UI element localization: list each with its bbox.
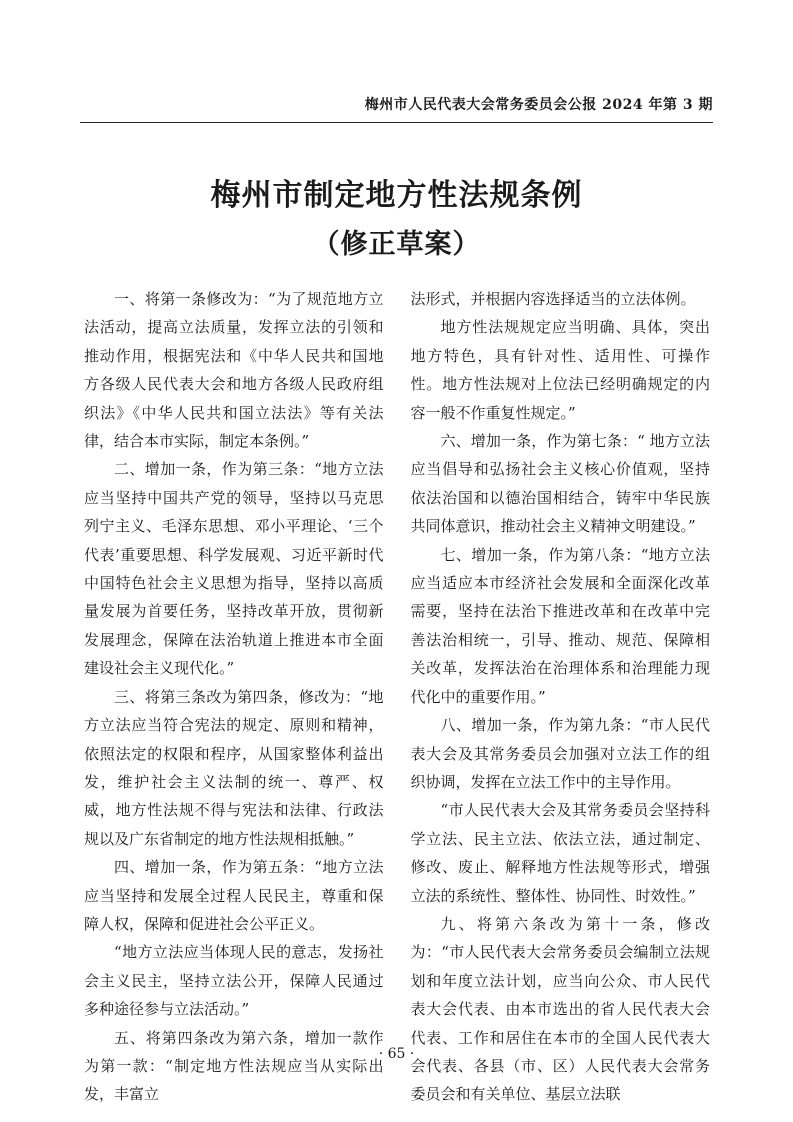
paragraph: 五、将第四条改为第六条，增加一款作为第一款：“制定地方性法规应当从实际出发，丰富立: [84, 1028, 384, 1104]
document-subtitle: （修正草案）: [312, 229, 481, 260]
paragraph: 地方性法规规定应当明确、具体，突出地方特色，具有针对性、适用性、可操作性。地方性法规对上位法已经明确规定的内容一般不作重复性规定。”: [410, 318, 710, 422]
paragraph: 三、将第三条改为第四条，修改为：“地方立法应当符合宪法的规定、原则和精神，依照法定的权限和程序，从国家整体利益出发，维护社会主义法制的统一、尊严、权威，地方性法规不得与宪法和法律、行政法规以及广东省制定的地方性法规相抵触。”: [84, 687, 384, 848]
paragraph: 九、将第六条改为第十一条，修改为：“市人民代表大会常务委员会编制立法规划和年度立法计划，应当向公众、市人民代表大会代表、由本市选出的省人民代表大会代表、工作和居住在本市的全国人民代表大会代表、各县（市、区）人民代表大会常务委员会和有关单位、基层立法联: [410, 914, 710, 1104]
page-number: · 65 ·: [378, 1046, 415, 1062]
paragraph: 四、增加一条，作为第五条：“地方立法应当坚持和发展全过程人民民主，尊重和保障人权，保障和促进社会公平正义。: [84, 858, 384, 933]
paragraph: “地方立法应当体现人民的意志，发扬社会主义民主，坚持立法公开，保障人民通过多种途径参与立法活动。”: [84, 943, 384, 1019]
paragraph: 六、增加一条，作为第七条：“ 地方立法应当倡导和弘扬社会主义核心价值观，坚持依法治国和以德治国相结合，铸牢中华民族共同体意识，推动社会主义精神文明建设。”: [410, 432, 710, 536]
left-column: [84, 285, 384, 1104]
document-title: 梅州市制定地方性法规条例: [210, 178, 583, 213]
paragraph: “市人民代表大会及其常务委员会坚持科学立法、民主立法、依法立法，通过制定、修改、废止、解释地方性法规等形式，增强立法的系统性、整体性、协同性、时效性。”: [410, 801, 710, 905]
journal-header: 梅州市人民代表大会常务委员会公报 2024 年第 3 期: [364, 97, 713, 113]
right-column: [410, 285, 711, 1104]
paragraph: 二、增加一条，作为第三条：“地方立法应当坚持中国共产党的领导，坚持以马克思列宁主义、毛泽东思想、邓小平理论、‘三个代表’重要思想、科学发展观、习近平新时代中国特色社会主义思想为指导，坚持以高质量发展为首要任务，坚持改革开放，贯彻新发展理念，保障在法治轨道上推进本市全面建设社会主义现代化。”: [84, 460, 384, 678]
paragraph-continued: 法形式，并根据内容选择适当的立法体例。: [410, 290, 696, 308]
paragraph: 七、增加一条，作为第八条：“地方立法应当适应本市经济社会发展和全面深化改革需要，坚持在法治下推进改革和在改革中完善法治相统一，引导、推动、规范、保障相关改革，发挥法治在治理体系和治理能力现代化中的重要作用。”: [410, 545, 710, 706]
header-rule: [80, 122, 713, 123]
paragraph: 一、将第一条修改为：“为了规范地方立法活动，提高立法质量，发挥立法的引领和推动作用，根据宪法和《中华人民共和国地方各级人民代表大会和地方各级人民政府组织法》《中华人民共和国立法法》等有关法律，结合本市实际，制定本条例。”: [84, 290, 384, 451]
paragraph: 八、增加一条，作为第九条：“市人民代表大会及其常务委员会加强对立法工作的组织协调，发挥在立法工作中的主导作用。: [410, 716, 710, 791]
